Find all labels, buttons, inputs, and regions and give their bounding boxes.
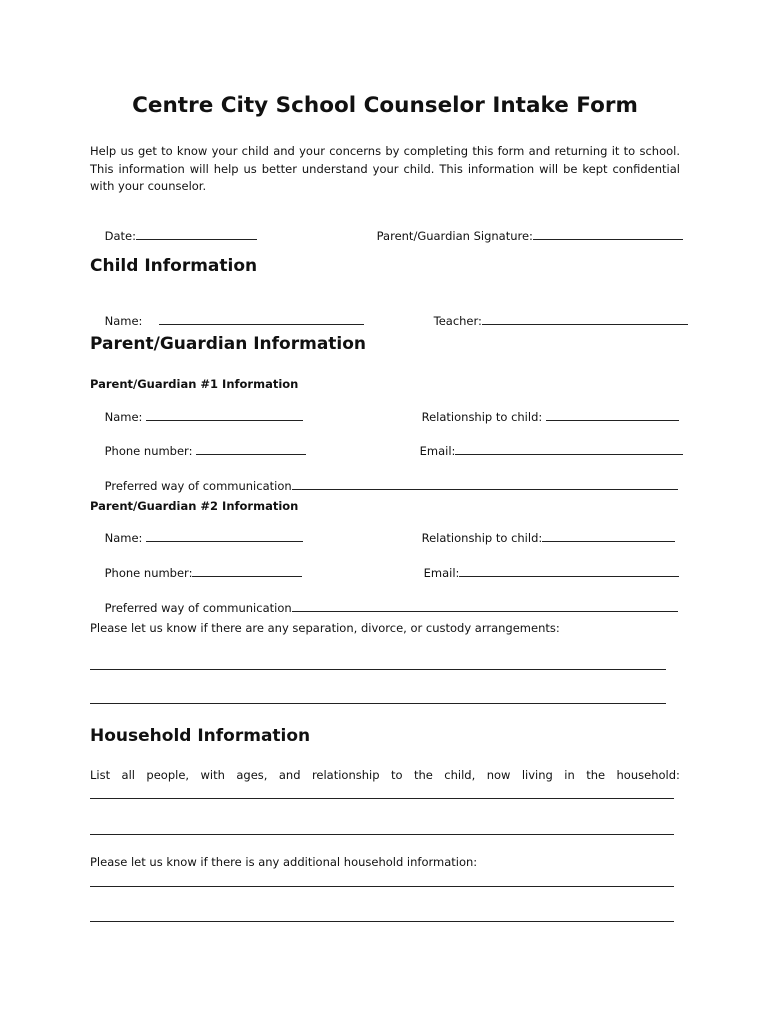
pg1-name-input-line[interactable] bbox=[146, 409, 303, 421]
pg1-preferred-input-line[interactable] bbox=[292, 478, 678, 490]
prompt-word: the bbox=[413, 768, 433, 782]
prompt-word: all bbox=[121, 768, 135, 782]
pg2-preferred-label: Preferred way of communication bbox=[104, 601, 292, 615]
prompt-word: the bbox=[586, 768, 606, 782]
household-list-line-1[interactable] bbox=[90, 798, 674, 799]
prompt-word: in bbox=[564, 768, 575, 782]
pg1-preferred-label: Preferred way of communication bbox=[104, 479, 292, 493]
pg2-relationship-label: Relationship to child: bbox=[421, 531, 543, 545]
child-name-label: Name: bbox=[104, 314, 143, 328]
prompt-word: List bbox=[90, 768, 111, 782]
pg1-name-label: Name: bbox=[104, 410, 143, 424]
pg2-phone-label: Phone number: bbox=[104, 566, 193, 580]
pg1-email-label: Email: bbox=[419, 444, 456, 458]
pg1-phone-label: Phone number: bbox=[104, 444, 193, 458]
prompt-word: now bbox=[486, 768, 511, 782]
pg2-email-label: Email: bbox=[423, 566, 460, 580]
pg2-subheading: Parent/Guardian #2 Information bbox=[90, 499, 299, 513]
household-info-heading: Household Information bbox=[90, 726, 311, 746]
custody-answer-line-2[interactable] bbox=[90, 703, 666, 704]
pg1-phone-input-line[interactable] bbox=[196, 443, 306, 455]
pg1-subheading: Parent/Guardian #1 Information bbox=[90, 377, 299, 391]
custody-prompt: Please let us know if there are any separation, divorce, or custody arrangements: bbox=[90, 621, 560, 635]
parent-info-heading: Parent/Guardian Information bbox=[90, 334, 367, 354]
prompt-word: ages, bbox=[236, 768, 268, 782]
pg2-preferred-input-line[interactable] bbox=[292, 600, 678, 612]
pg1-relationship-input-line[interactable] bbox=[546, 409, 679, 421]
prompt-word: relationship bbox=[311, 768, 380, 782]
prompt-word: to bbox=[390, 768, 403, 782]
prompt-word: household: bbox=[616, 768, 680, 782]
teacher-input-line[interactable] bbox=[482, 313, 688, 325]
prompt-word: people, bbox=[146, 768, 190, 782]
prompt-word: and bbox=[278, 768, 301, 782]
additional-info-prompt: Please let us know if there is any additional household information: bbox=[90, 855, 478, 869]
prompt-word: living bbox=[521, 768, 553, 782]
teacher-label: Teacher: bbox=[433, 314, 482, 328]
intro-paragraph: Help us get to know your child and your concerns by completing this form and returning it to school. This information will help us better understand your child. This information will be kept confidential with your counselor. bbox=[90, 144, 680, 193]
date-input-line[interactable] bbox=[136, 228, 257, 240]
household-list-prompt bbox=[90, 768, 680, 782]
prompt-word: child, bbox=[444, 768, 476, 782]
signature-field bbox=[362, 214, 683, 257]
signature-label: Parent/Guardian Signature: bbox=[376, 229, 533, 243]
additional-info-line-2[interactable] bbox=[90, 921, 674, 922]
teacher-field bbox=[419, 299, 688, 342]
prompt-word: with bbox=[200, 768, 225, 782]
child-info-heading: Child Information bbox=[90, 256, 258, 276]
additional-info-line-1[interactable] bbox=[90, 886, 674, 887]
pg2-relationship-input-line[interactable] bbox=[542, 530, 675, 542]
child-name-input-line[interactable] bbox=[159, 313, 364, 325]
date-field bbox=[90, 214, 257, 257]
custody-answer-line-1[interactable] bbox=[90, 669, 666, 670]
household-list-line-2[interactable] bbox=[90, 834, 674, 835]
form-title: Centre City School Counselor Intake Form bbox=[132, 93, 638, 118]
pg1-email-input-line[interactable] bbox=[455, 443, 683, 455]
pg1-relationship-label: Relationship to child: bbox=[421, 410, 543, 424]
pg2-name-label: Name: bbox=[104, 531, 143, 545]
date-label: Date: bbox=[104, 229, 136, 243]
pg2-email-input-line[interactable] bbox=[459, 565, 679, 577]
signature-input-line[interactable] bbox=[533, 228, 683, 240]
pg2-name-input-line[interactable] bbox=[146, 530, 303, 542]
pg2-phone-input-line[interactable] bbox=[192, 565, 302, 577]
